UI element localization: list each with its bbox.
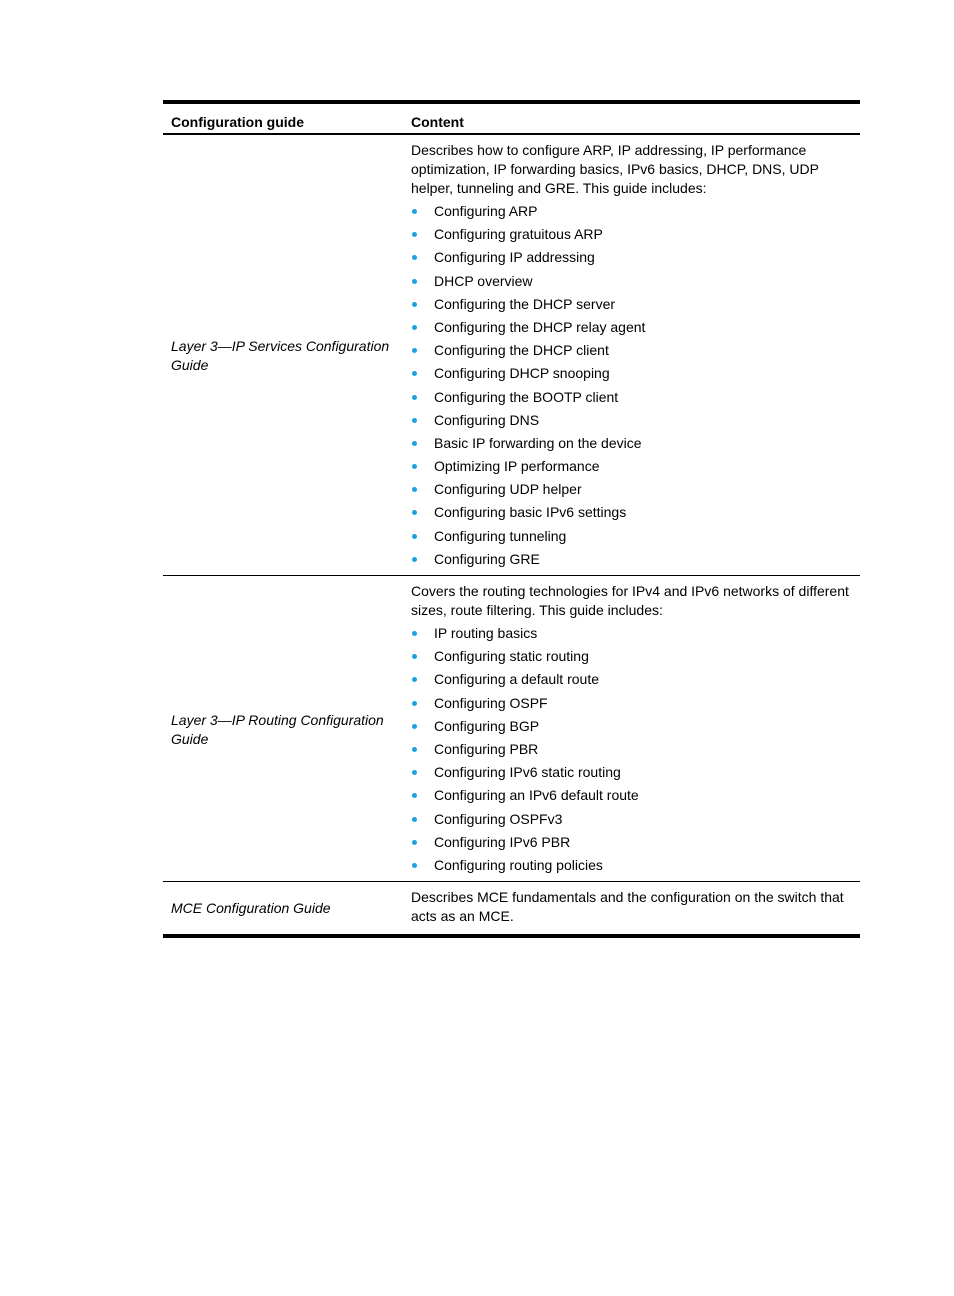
- list-item: [411, 246, 852, 269]
- guide-name: Layer 3—IP Routing Configuration Guide: [163, 576, 403, 882]
- bullet-icon: [412, 654, 417, 659]
- bullet-icon: [412, 441, 417, 446]
- guide-content: [403, 576, 860, 882]
- list-item: [411, 270, 852, 293]
- bullet-icon: [412, 701, 417, 706]
- bullet-icon: [412, 487, 417, 492]
- bullet-icon: [412, 817, 417, 822]
- bullet-icon: [412, 464, 417, 469]
- bullet-icon: [412, 793, 417, 798]
- list-item: [411, 692, 852, 715]
- list-item-text: DHCP overview: [434, 272, 533, 289]
- list-item-text: Configuring ARP: [434, 203, 538, 219]
- bullet-icon: [412, 863, 417, 868]
- list-item-text: Configuring static routing: [434, 648, 589, 665]
- header-content: Content: [403, 102, 860, 134]
- list-item-text: Configuring a default route: [434, 671, 599, 688]
- list-item-text: Basic IP forwarding on the device: [434, 434, 642, 451]
- list-item-text: Configuring tunneling: [434, 527, 567, 544]
- list-item-text: Configuring basic IPv6 settings: [434, 504, 627, 521]
- list-item: [411, 854, 852, 877]
- bullet-icon: [412, 302, 417, 307]
- bullet-icon: [412, 724, 417, 729]
- list-item: [411, 409, 852, 432]
- list-item: [411, 831, 852, 854]
- table-body: [163, 134, 860, 936]
- bullet-icon: [412, 631, 417, 636]
- list-item-text: Configuring BGP: [434, 717, 540, 734]
- guide-content: [403, 882, 860, 937]
- guide-name: Layer 3—IP Services Configuration Guide: [163, 134, 403, 576]
- list-item-text: Configuring DHCP snooping: [434, 365, 610, 382]
- bullet-icon: [412, 279, 417, 284]
- list-item-text: Configuring PBR: [434, 740, 539, 757]
- bullet-icon: [412, 510, 417, 515]
- table-row: [163, 576, 860, 882]
- list-item-text: Configuring an IPv6 default route: [434, 787, 639, 804]
- list-item: [411, 362, 852, 385]
- list-item: [411, 784, 852, 807]
- header-configuration-guide: Configuration guide: [163, 102, 403, 134]
- guide-description: Describes how to configure ARP, IP addressing, IP performance optimization, IP forwarding basics, IPv6 basics, DHCP, DNS, UDP helper, tunneling and GRE. This guide includes:: [411, 142, 819, 196]
- list-item-text: IP routing basics: [434, 625, 538, 641]
- bullet-icon: [412, 209, 417, 214]
- list-item-text: Configuring IPv6 static routing: [434, 764, 621, 781]
- guide-content: [403, 134, 860, 576]
- bullet-icon: [412, 371, 417, 376]
- list-item: [411, 715, 852, 738]
- list-item: [411, 455, 852, 478]
- list-item-text: Configuring the DHCP relay agent: [434, 318, 646, 335]
- list-item-text: Configuring the DHCP client: [434, 342, 609, 359]
- list-item-text: Configuring the DHCP server: [434, 295, 616, 312]
- bullet-icon: [412, 255, 417, 260]
- list-item: [411, 622, 852, 645]
- bullet-icon: [412, 534, 417, 539]
- list-item-text: Configuring routing policies: [434, 856, 603, 873]
- list-item: [411, 738, 852, 761]
- list-item: [411, 200, 852, 223]
- list-item-text: Configuring OSPFv3: [434, 810, 563, 827]
- list-item-text: Configuring GRE: [434, 550, 540, 567]
- bullet-icon: [412, 232, 417, 237]
- list-item-text: Configuring IP addressing: [434, 249, 595, 266]
- table-row: [163, 134, 860, 576]
- list-item: [411, 316, 852, 339]
- bullet-icon: [412, 557, 417, 562]
- list-item: [411, 808, 852, 831]
- list-item: [411, 548, 852, 571]
- table-header: [163, 102, 860, 134]
- header-row: [163, 102, 860, 134]
- list-item-text: Optimizing IP performance: [434, 458, 600, 475]
- bullet-icon: [412, 325, 417, 330]
- guide-description: Covers the routing technologies for IPv4 and IPv6 networks of different sizes, route filtering. This guide includes:: [411, 583, 849, 618]
- list-item: [411, 293, 852, 316]
- guide-name: MCE Configuration Guide: [163, 882, 403, 937]
- configuration-guide-table: [163, 100, 860, 938]
- list-item: [411, 223, 852, 246]
- list-item: [411, 386, 852, 409]
- list-item-text: Configuring gratuitous ARP: [434, 226, 603, 243]
- list-item: [411, 761, 852, 784]
- bullet-icon: [412, 395, 417, 400]
- topic-list: [411, 200, 852, 571]
- list-item-text: Configuring OSPF: [434, 694, 548, 711]
- list-item: [411, 432, 852, 455]
- list-item-text: Configuring DNS: [434, 411, 540, 428]
- bullet-icon: [412, 677, 417, 682]
- list-item: [411, 501, 852, 524]
- topic-list: [411, 622, 852, 877]
- bullet-icon: [412, 840, 417, 845]
- guide-description: Describes MCE fundamentals and the configuration on the switch that acts as an MCE.: [411, 889, 844, 925]
- list-item: [411, 668, 852, 691]
- list-item: [411, 645, 852, 668]
- list-item-text: Configuring UDP helper: [434, 481, 582, 498]
- list-item-text: Configuring IPv6 PBR: [434, 833, 571, 850]
- list-item: [411, 525, 852, 548]
- list-item-text: Configuring the BOOTP client: [434, 388, 619, 405]
- bullet-icon: [412, 418, 417, 423]
- bullet-icon: [412, 747, 417, 752]
- list-item: [411, 339, 852, 362]
- table-row: [163, 882, 860, 937]
- list-item: [411, 478, 852, 501]
- bullet-icon: [412, 770, 417, 775]
- bullet-icon: [412, 348, 417, 353]
